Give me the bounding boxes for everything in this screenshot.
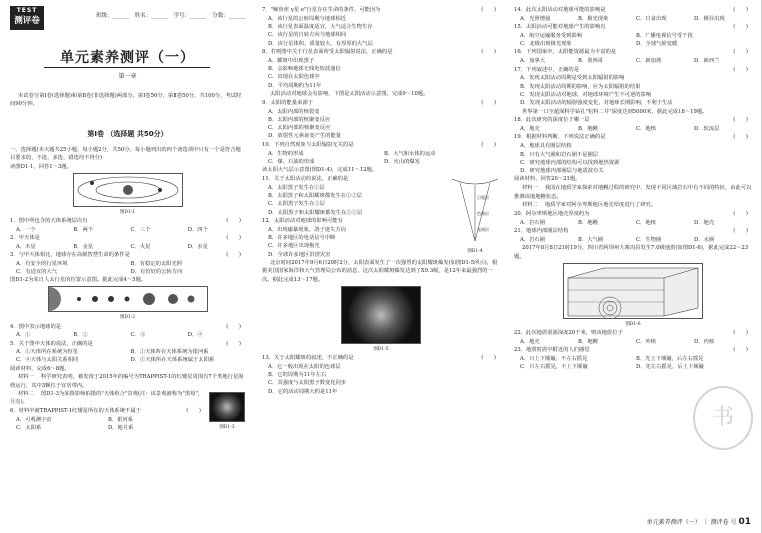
question-13: 13．关于太阳耀斑的叙述，不正确的是 ( ) <box>262 355 496 362</box>
passage-13: 北京时间2017年9月6日20时2分，太阳表面发生了一次强烈的太阳耀斑爆发(如图D1-5所示)，根据美国国家海洋和大气管理局公布的消息，这次太阳耀斑爆发达到了X9.3级，是12年来最强烈的一次。据此完成13～17题。 <box>262 259 498 283</box>
q6-options <box>10 416 200 432</box>
option[interactable]: B．② <box>73 332 88 339</box>
option[interactable]: D．极昼出现 <box>694 15 725 22</box>
option[interactable]: C．新加坡 <box>636 58 662 65</box>
stem-18: 世界第一口全超深科学钻孔"松科二井"深度达到5000米，据此完成18～19题。 <box>522 108 708 115</box>
sun-layers-diagram <box>450 175 500 245</box>
id-field[interactable]: 学号：______ <box>173 13 207 19</box>
material-1: 材料一 科学研究表明，被发现于2015年的编号为TRAPPIST-1的红矮星周围有7个类地行星围绕运行，其中3颗位于宜居带内。 <box>10 374 244 389</box>
option[interactable]: A．岩石圈 <box>520 237 546 244</box>
stem-22: 2017年8月8日21时19分，四川省阿坝州九寨沟县发生7.0级地震(如图D1-6)，据此完成22～23题。 <box>514 245 749 260</box>
option[interactable]: C．④天体与太阳关系相同 <box>16 357 79 364</box>
footer-text: 单元素养测评（一） <box>646 519 701 526</box>
question-16: 16．下列国家中，太阳能资源最为丰富的是 ( ) <box>514 49 748 56</box>
option[interactable]: B．银河系 <box>108 416 134 423</box>
option[interactable]: A．太阳内部的核裂变 <box>268 108 320 115</box>
option[interactable]: D．太阳黑子和太阳耀斑都发生在①②层 <box>268 209 363 216</box>
q1-options <box>10 226 245 234</box>
option[interactable]: C．其强度与太阳黑子数变化同步 <box>268 380 347 387</box>
exam-intro: 本试卷分第Ⅰ卷(选择题)和第Ⅱ卷(非选择题)两部分。第Ⅰ卷50分，第Ⅱ卷50分，共100分，考试时间90分钟。 <box>10 93 242 107</box>
solar-flare-photo <box>341 286 421 344</box>
question-5: 5．关于图中天体的说法，正确的是 ( ) <box>10 340 241 347</box>
option[interactable]: D．该行星体积、质量较大，有厚厚的大气层 <box>268 40 373 47</box>
stem-20: 阅读材料，回答20～21题。 <box>514 176 581 183</box>
fig6-caption: 图D1-6 <box>625 321 641 327</box>
option[interactable]: B．大气圈 <box>578 237 604 244</box>
q15-options <box>514 32 752 49</box>
option[interactable]: D．放射性元素衰变产生的能量 <box>268 133 342 140</box>
footer-separator: ｜ <box>702 519 709 526</box>
q7-options <box>262 15 500 48</box>
q10-options <box>262 150 500 167</box>
option[interactable]: D．平均周期约为11年 <box>268 82 322 89</box>
option[interactable]: C．太阳系 <box>16 425 42 432</box>
option[interactable]: C．发现太阳活动对地球，对地球环境产生不可逆的影响 <box>520 91 652 98</box>
q17-options <box>514 74 752 107</box>
option[interactable]: D．全球气候变暖 <box>636 41 678 48</box>
option[interactable]: A．它一般出现在太阳的色球层 <box>268 363 341 370</box>
option[interactable]: C．北极出现极光现象 <box>520 41 572 48</box>
watermark-stamp: 书 <box>693 386 753 450</box>
header-fields <box>96 11 249 19</box>
moon-figure <box>209 390 245 432</box>
question-11: 11．关于太阳活动的说法，正确的是 <box>262 175 349 182</box>
option[interactable]: C．地核 <box>636 219 656 226</box>
question-7: 7．"鲸鱼座 γ星 e"行星存在生命的条件，可能因为 ( ) <box>262 7 496 13</box>
question-8: 8．若则图中关于行星表面所受太阳辐射说法，正确的是 ( ) <box>262 48 496 55</box>
q21-options <box>514 236 752 244</box>
q23-options <box>514 355 752 372</box>
option[interactable]: C．太阳内部的核聚变反应 <box>268 125 331 132</box>
option[interactable]: A．该行星的公转周期与地球相近 <box>268 15 346 22</box>
stem-6: 阅读材料，完成6～8题。 <box>10 365 70 372</box>
sun-atmosphere-figure <box>450 175 500 257</box>
option[interactable]: A．一个 <box>16 227 36 234</box>
layer-label-3: 光球层 <box>477 226 489 232</box>
layer-label-1: 日冕层 <box>477 194 489 200</box>
question-12: 12．太阳活动对地球的影响可能有 <box>262 217 343 224</box>
question-23: 23．地震时震中附近的人们感觉 ( ) <box>514 347 748 354</box>
option[interactable]: C．出现在太阳色球中 <box>268 74 320 81</box>
fig4-caption: 图D1-4 <box>467 249 483 255</box>
option[interactable]: D．它的活动周期大约是11年 <box>268 388 338 395</box>
stem-11: 读太阳大气层示意图(图D1-4)，完成11～12题。 <box>262 167 378 174</box>
option[interactable]: D．水圈 <box>694 237 715 244</box>
question-20: 20．阿尔卑斯地区地壳厚度约为 ( ) <box>514 211 748 218</box>
option[interactable]: B．有稳定的太阳光照 <box>130 260 183 267</box>
chapter-label: 第一章 <box>118 73 137 80</box>
question-3: 3．与甲天体相比，地球存在高级智慧生命的条件是 ( ) <box>10 252 241 259</box>
planets-figure <box>48 286 208 312</box>
test-logo <box>10 6 44 30</box>
option[interactable]: B．发现太阳活动周期的影响，应为太阳辐射的结果 <box>520 83 641 90</box>
option[interactable]: B．极光现象 <box>578 15 609 22</box>
section-title: 第Ⅰ卷 （选择题 共50分） <box>87 130 168 138</box>
option[interactable]: B．金星 <box>73 243 94 250</box>
option[interactable]: D．火山的爆发 <box>384 158 421 165</box>
page-footer <box>647 517 751 527</box>
score-field[interactable]: 分数：______ <box>212 13 246 19</box>
option[interactable]: B．太阳黑子和太阳耀斑都发生在①②层 <box>268 193 362 200</box>
option[interactable]: A．只上下颠簸，不左右摇晃 <box>520 356 588 363</box>
option[interactable]: D．④ <box>187 332 203 339</box>
option[interactable]: B．墨西哥 <box>578 58 604 65</box>
option[interactable]: B．只有大气圈和岩石圈不是圈层 <box>520 151 599 158</box>
question-1: 1．图中所包含的天体系统层次有 ( ) <box>10 218 241 225</box>
moon-photo <box>209 392 245 422</box>
option[interactable]: A．出现磁暴现象，鸽子迷失方向 <box>268 226 346 233</box>
q4-options <box>10 331 245 339</box>
option[interactable]: A．加拿大 <box>520 58 546 65</box>
option[interactable]: C．该行星的自转方向与地球相同 <box>268 32 347 39</box>
option[interactable]: D．四个 <box>187 227 208 234</box>
option[interactable]: D．地月系 <box>108 425 134 432</box>
option[interactable]: C．煤、石油的形成 <box>268 158 315 165</box>
option[interactable]: D．软流层 <box>694 126 720 133</box>
option[interactable]: D．研究地球内部圈层与地震波有关 <box>520 168 604 175</box>
option[interactable]: A．地壳 <box>520 339 540 345</box>
option[interactable]: B．地幔 <box>578 126 598 133</box>
option[interactable]: D．有恰好的公转方向 <box>130 269 183 276</box>
option[interactable]: C．研究地球内部的结构可以找到地热资源 <box>520 159 620 166</box>
q13-options <box>262 363 500 396</box>
section-description: 一、选择题(本大题共25小题，每小题2分，共50分。每小题列出的四个备选项中只有一个是符合题目要求的，不选、多选、错选均不得分) <box>10 147 241 162</box>
option[interactable]: C．只左右摇晃，不上下颠簸 <box>520 364 588 371</box>
page-title: 单元素养测评（一） <box>60 50 195 66</box>
option[interactable]: C．有适宜的大气 <box>16 269 58 276</box>
option[interactable]: C．日食出现 <box>636 15 667 22</box>
option[interactable]: B．太阳内部的核聚变反应 <box>268 116 331 123</box>
option[interactable]: D．①天体所在天体系统属于太阳系 <box>130 357 215 364</box>
q3-options <box>10 260 245 276</box>
fig1-caption: 图D1-1 <box>119 210 136 216</box>
page-number: 01 <box>738 517 751 527</box>
option[interactable]: C．生物圈 <box>636 237 662 244</box>
question-10: 10．下列自然现象与太阳辐射无关的是 ( ) <box>262 141 496 148</box>
orbit-figure <box>73 173 183 207</box>
question-22: 22．此次地震震源深度20千米，则该地震位于 ( ) <box>514 330 748 337</box>
option[interactable]: B．大气和水体的运动 <box>384 150 436 157</box>
option[interactable]: B．地幔 <box>578 339 598 345</box>
material-20a: 材料一 我国在地质学家探索对地幔过程的研究中，发现不同区域岩石中有不同的特征，由此可以推测该地地幔状态。 <box>514 185 752 200</box>
option[interactable]: B．该行星表面温度适宜，大气适合生物生存 <box>268 24 373 31</box>
option[interactable]: C．③ <box>130 332 146 339</box>
earthquake-block-figure <box>563 263 703 319</box>
page-prefix: 号 <box>730 519 737 526</box>
question-6: 6．材料中被TRAPPIST-1红矮星所在的天体系统不属于 ( ) <box>10 408 201 415</box>
q11-options <box>262 184 446 217</box>
option[interactable]: A．地球具有圈层结构 <box>520 143 572 150</box>
option[interactable]: D．先左右摇晃，后上下颠簸 <box>636 364 704 371</box>
option[interactable]: A．可观测宇宙 <box>16 416 52 423</box>
option[interactable]: A．光照增强 <box>520 15 551 22</box>
earthquake-diagram <box>564 264 702 318</box>
option[interactable]: B．广播电视信号受干扰 <box>636 32 693 39</box>
q9-options <box>262 108 500 141</box>
planets-diagram <box>49 287 207 311</box>
fig2-caption: 图D1-2 <box>119 315 136 321</box>
question-14: 14．此次太阳活动对地球可能的影响是 ( ) <box>514 7 748 13</box>
option[interactable]: B．它的周期为11年左右 <box>268 372 327 379</box>
header-bar <box>10 6 245 34</box>
option[interactable]: C．外核 <box>636 339 656 345</box>
column-2 <box>262 6 500 396</box>
q22-options <box>514 338 752 346</box>
question-17: 17．下列叙述中，正确的是 ( ) <box>514 66 748 73</box>
option[interactable]: D．发现太阳活动的辐射强度变化，对地球长期影响，不利于生活 <box>520 100 673 107</box>
logo-bottom: 测评卷 <box>14 16 40 26</box>
logo-top: TEST <box>16 7 38 14</box>
footer-label: 测评卷 <box>710 519 729 526</box>
stem-1: 读图D1-1，回答1～3题。 <box>10 163 72 170</box>
option[interactable]: D．新西兰 <box>694 58 720 65</box>
q8-options <box>262 57 500 90</box>
column-3 <box>514 6 752 372</box>
option[interactable]: B．先上下颠簸，后左右摇晃 <box>636 356 704 363</box>
class-field[interactable]: 班级：______ <box>96 13 130 19</box>
q16-options <box>514 57 752 65</box>
fig5-caption: 图D1-5 <box>373 346 389 352</box>
stem-9: 太阳活动对地球会有影响，下图是太阳活动示意图。完成9～10题。 <box>270 90 429 97</box>
option[interactable]: D．水星 <box>187 243 208 250</box>
option[interactable]: C．许多地区出现极光 <box>268 243 320 250</box>
option[interactable]: D．内核 <box>694 339 715 345</box>
option[interactable]: A．生物的形成 <box>268 150 304 157</box>
option[interactable]: C．三个 <box>130 227 151 234</box>
title-rule <box>44 67 210 68</box>
q12-options <box>262 226 446 259</box>
layer-label-2: 色球层 <box>477 210 489 216</box>
option[interactable]: D．地壳 <box>694 219 715 226</box>
option[interactable]: A．①天体所在系统为恒星 <box>16 349 79 356</box>
question-15: 15．太阳活动可能对地球产生的影响有 ( ) <box>514 24 748 31</box>
fig3-caption: 图D1-3 <box>219 425 235 431</box>
question-4: 4．图中表示地球的是 ( ) <box>10 323 241 330</box>
option[interactable]: A．发现太阳活动周期是受到太阳辐射的影响 <box>520 75 625 82</box>
question-18: 18．此次研究的深度位于哪一层 ( ) <box>514 117 748 124</box>
option[interactable]: A．岩石圈 <box>520 219 546 226</box>
option[interactable]: A．航空运输服务受到影响 <box>520 32 583 39</box>
option[interactable]: A．太阳黑子发生在①层 <box>268 184 325 191</box>
option[interactable]: D．全球许多地区洪涝灾害 <box>268 251 331 258</box>
q20-options <box>514 219 752 227</box>
option[interactable]: C．地核 <box>636 126 656 133</box>
option[interactable]: B．①天体所在天体系统为银河系 <box>130 349 209 356</box>
material-2: 材料二 图D1-3为某摄影师拍摄的"天体组合"景观(注：该景观被称为"黑莓"，月亮)。 <box>10 391 204 406</box>
option[interactable]: C．太阳黑子发生在②层 <box>268 201 326 208</box>
option[interactable]: A．① <box>16 332 31 339</box>
option[interactable]: B．两个 <box>73 227 94 234</box>
stem-4: 图D1-2为某日人太行星的位置示意图。据此完成4～5题。 <box>10 277 147 284</box>
option[interactable]: B．许多地区的电话信号中断 <box>268 235 336 242</box>
question-2: 2．甲天体是 ( ) <box>10 235 241 242</box>
q14-options <box>514 15 752 23</box>
option[interactable]: B．会影响地球无线电短波通信 <box>268 66 341 73</box>
option[interactable]: B．地幔 <box>578 219 598 226</box>
option[interactable]: C．火星 <box>130 243 151 250</box>
q5-options <box>10 348 245 364</box>
option[interactable]: A．耀斑中出现黑子 <box>268 57 315 64</box>
q19-options <box>514 142 752 175</box>
name-field[interactable]: 姓名：______ <box>134 13 168 19</box>
option[interactable]: A．地壳 <box>520 126 540 133</box>
option[interactable]: A．木星 <box>16 243 36 250</box>
q18-options <box>514 125 752 133</box>
material-20b: 材料二 地质学家对阿尔卑斯地区地壳厚度进行了研究。 <box>522 202 657 209</box>
q2-options <box>10 243 245 251</box>
question-21: 21．地球内部圈层结构 ( ) <box>514 228 748 235</box>
question-19: 19．根据材料判断，下列说法正确的是 ( ) <box>514 134 748 141</box>
orbit-diagram <box>74 174 182 206</box>
question-9: 9．太阳的能量来源于 ( ) <box>262 99 496 106</box>
column-1 <box>10 146 245 432</box>
option[interactable]: A．有安全的行星环境 <box>16 260 68 267</box>
